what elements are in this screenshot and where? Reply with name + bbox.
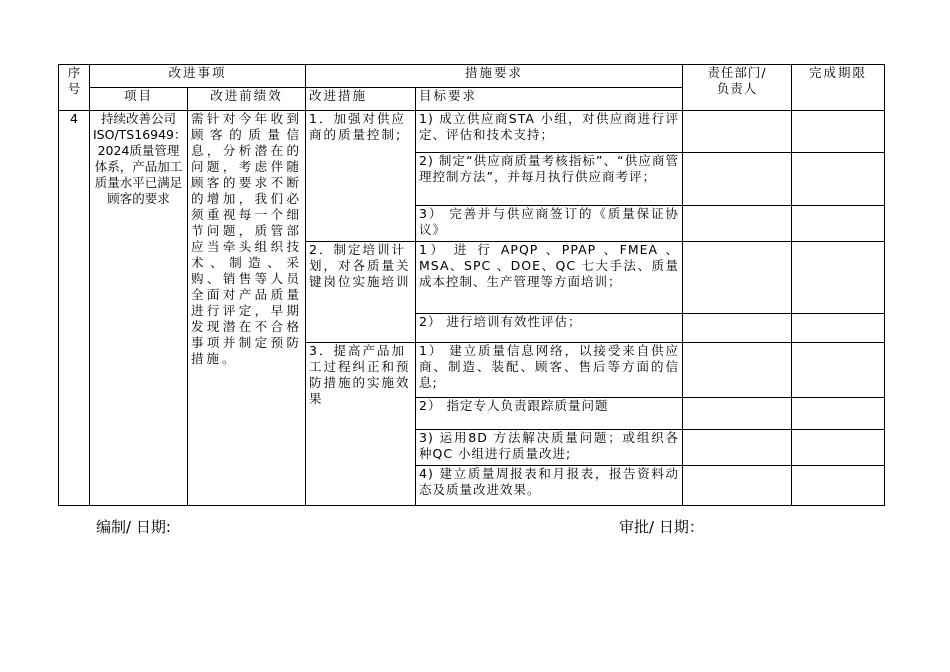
responsible-cell (683, 153, 792, 206)
responsible-cell (683, 206, 792, 242)
header-seq: 序 号 (59, 65, 90, 111)
target-3-2: 2） 指定专人负责跟踪质量问题 (416, 398, 683, 430)
target-1-2: 2) 制定“供应商质量考核指标”、“供应商管理控制方法”，并每月执行供应商考评； (416, 153, 683, 206)
responsible-cell (683, 314, 792, 343)
prepared-by-date: 编制/ 日期: (96, 518, 171, 536)
target-1-1: 1) 成立供应商STA 小组，对供应商进行评定、评估和技术支持； (416, 111, 683, 153)
responsible-cell (683, 398, 792, 430)
target-3-3: 3) 运用8D 方法解决质量问题；或组织各种QC 小组进行质量改进; (416, 430, 683, 466)
deadline-cell (792, 153, 885, 206)
header-project: 项目 (90, 88, 188, 111)
deadline-cell (792, 206, 885, 242)
responsible-cell (683, 111, 792, 153)
responsible-cell (683, 242, 792, 314)
target-2-1: 1） 进 行 APQP 、PPAP 、FMEA 、MSA、SPC 、DOE、QC 七大手法、质量成本控制、生产管理等方面培训； (416, 242, 683, 314)
responsible-cell (683, 466, 792, 506)
header-improvement-items: 改进事项 (90, 65, 306, 88)
target-3-4: 4) 建立质量周报表和月报表，报告资料动态及质量改进效果。 (416, 466, 683, 506)
approved-by-date: 审批/ 日期： (619, 518, 704, 536)
row-project: 持续改善公司ISO/TS16949：2024质量管理体系，产品加工质量水平已满足顾客的要求 (90, 111, 188, 506)
measure-1: 1．加强对供应商的质量控制; (306, 111, 416, 242)
responsible-cell (683, 343, 792, 398)
deadline-cell (792, 242, 885, 314)
target-2-2: 2） 进行培训有效性评估； (416, 314, 683, 343)
deadline-cell (792, 111, 885, 153)
deadline-cell (792, 398, 885, 430)
row-performance: 需针对今年收到顾客的质量信息，分析潜在的问题，考虑伴随顾客的要求不断的增加，我们必须重视每一个细节问题，质管部应当牵头组织技术、制造、采购、销售等人员全面对产品质量进行评定，早期发现潜在不合格事项并制定预防措施。 (188, 111, 306, 506)
deadline-cell (792, 343, 885, 398)
responsible-cell (683, 430, 792, 466)
header-performance-before: 改进前绩效 (188, 88, 306, 111)
header-measure-requirements: 措施要求 (306, 65, 683, 88)
header-targets: 目标要求 (416, 88, 683, 111)
row-seq: 4 (59, 111, 90, 506)
deadline-cell (792, 466, 885, 506)
target-1-3: 3） 完善并与供应商签订的《质量保证协议》 (416, 206, 683, 242)
target-3-1: 1） 建立质量信息网络，以接受来自供应商、制造、装配、顾客、售后等方面的信息; (416, 343, 683, 398)
measure-2: 2．制定培训计划，对各质量关键岗位实施培训 (306, 242, 416, 343)
improvement-table (58, 64, 885, 506)
header-deadline: 完成期限 (792, 65, 885, 111)
deadline-cell (792, 314, 885, 343)
deadline-cell (792, 430, 885, 466)
header-responsible: 责任部门/ 负责人 (683, 65, 792, 111)
header-measures: 改进措施 (306, 88, 416, 111)
measure-3: 3．提高产品加工过程纠正和预防措施的实施效果 (306, 343, 416, 506)
